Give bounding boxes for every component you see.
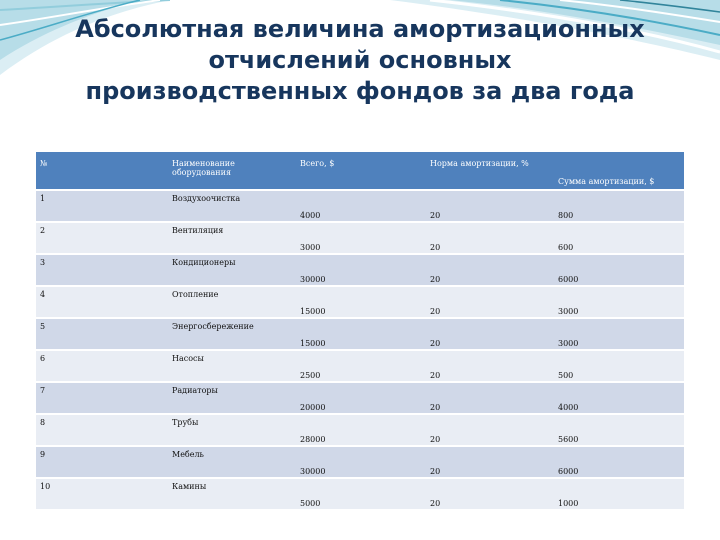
cell-total: 15000 [296, 286, 426, 318]
cell-rate: 20 [426, 286, 554, 318]
cell-amount: 4000 [554, 382, 684, 414]
cell-amount: 1000 [554, 478, 684, 510]
cell-number: 8 [36, 414, 168, 446]
cell-equipment-name: Отопление [168, 286, 296, 318]
cell-amount: 3000 [554, 286, 684, 318]
cell-amount: 600 [554, 222, 684, 254]
cell-number: 9 [36, 446, 168, 478]
cell-total: 15000 [296, 318, 426, 350]
cell-equipment-name: Мебель [168, 446, 296, 478]
cell-number: 4 [36, 286, 168, 318]
table-row [36, 190, 684, 222]
cell-rate: 20 [426, 222, 554, 254]
cell-number: 5 [36, 318, 168, 350]
cell-rate: 20 [426, 254, 554, 286]
slide-title [0, 14, 720, 107]
title-line-1: Абсолютная величина амортизационных [75, 15, 645, 43]
table-row [36, 350, 684, 382]
cell-equipment-name: Камины [168, 478, 296, 510]
cell-equipment-name: Трубы [168, 414, 296, 446]
cell-rate: 20 [426, 446, 554, 478]
header-depreciation-rate: Норма амортизации, % [426, 152, 554, 190]
cell-equipment-name: Насосы [168, 350, 296, 382]
cell-total: 2500 [296, 350, 426, 382]
cell-amount: 6000 [554, 446, 684, 478]
cell-total: 30000 [296, 254, 426, 286]
cell-total: 5000 [296, 478, 426, 510]
cell-total: 30000 [296, 446, 426, 478]
header-equipment-name: Наименование оборудования [168, 152, 296, 190]
cell-total: 3000 [296, 222, 426, 254]
cell-rate: 20 [426, 318, 554, 350]
table-row [36, 446, 684, 478]
table-row [36, 254, 684, 286]
cell-amount: 800 [554, 190, 684, 222]
cell-equipment-name: Кондиционеры [168, 254, 296, 286]
table-header-row [36, 152, 684, 190]
cell-number: 6 [36, 350, 168, 382]
table-row [36, 286, 684, 318]
cell-number: 10 [36, 478, 168, 510]
header-number: № [36, 152, 168, 190]
table-body [36, 190, 684, 510]
cell-equipment-name: Энергосбережение [168, 318, 296, 350]
table-row [36, 382, 684, 414]
title-line-2: отчислений основных [208, 46, 512, 74]
table-row [36, 318, 684, 350]
cell-rate: 20 [426, 382, 554, 414]
cell-total: 28000 [296, 414, 426, 446]
cell-number: 1 [36, 190, 168, 222]
cell-number: 2 [36, 222, 168, 254]
cell-amount: 500 [554, 350, 684, 382]
title-line-3: производственных фондов за два года [85, 77, 635, 105]
cell-total: 20000 [296, 382, 426, 414]
cell-amount: 6000 [554, 254, 684, 286]
cell-number: 7 [36, 382, 168, 414]
depreciation-table [36, 152, 684, 511]
cell-equipment-name: Воздухоочистка [168, 190, 296, 222]
header-depreciation-amount: Сумма амортизации, $ [554, 152, 684, 190]
cell-equipment-name: Вентиляция [168, 222, 296, 254]
cell-rate: 20 [426, 350, 554, 382]
cell-equipment-name: Радиаторы [168, 382, 296, 414]
header-total: Всего, $ [296, 152, 426, 190]
table-row [36, 222, 684, 254]
cell-total: 4000 [296, 190, 426, 222]
table-row [36, 414, 684, 446]
cell-amount: 5600 [554, 414, 684, 446]
cell-amount: 3000 [554, 318, 684, 350]
cell-rate: 20 [426, 190, 554, 222]
cell-number: 3 [36, 254, 168, 286]
cell-rate: 20 [426, 478, 554, 510]
cell-rate: 20 [426, 414, 554, 446]
table-row [36, 478, 684, 510]
